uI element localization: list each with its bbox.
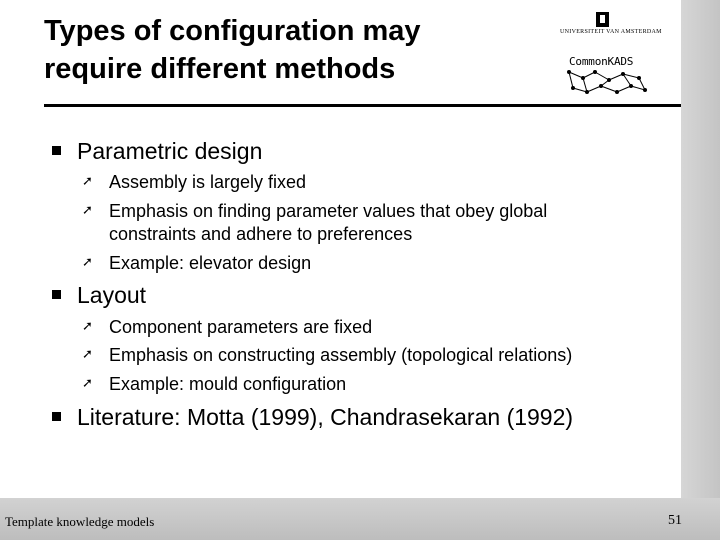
page-number: 51 [668,513,682,528]
title-line-1: Types of configuration may [44,15,421,47]
arrow-bullet-icon: ➚ [82,347,93,362]
sub-bullet: Emphasis on finding parameter values that obey global [109,201,548,221]
bullet-square-icon [52,146,61,155]
bullet-square-icon [52,290,61,299]
arrow-bullet-icon: ➚ [82,174,93,189]
university-name: UNIVERSITEIT VAN AMSTERDAM [560,29,662,35]
arrow-bullet-icon: ➚ [82,203,93,218]
title-underline [44,104,681,107]
bullet-literature: Literature: Motta (1999), Chandrasekaran (1992) [77,404,574,430]
sub-bullet: Emphasis on constructing assembly (topological relations) [109,345,573,365]
footer-title: Template knowledge models [5,514,155,529]
sub-bullet: Assembly is largely fixed [109,172,307,192]
arrow-bullet-icon: ➚ [82,376,93,391]
university-crest-icon [596,12,609,27]
commonkads-network-icon [565,68,649,98]
right-decor-bar [681,0,720,540]
slide-title [44,12,564,88]
title-line-2: require different methods [44,53,396,85]
bullet-layout: Layout [77,282,147,308]
commonkads-name: CommonKADS [569,55,634,68]
bullet-parametric-design: Parametric design [77,138,263,164]
sub-bullet: Component parameters are fixed [109,317,373,337]
bullet-square-icon [52,412,61,421]
arrow-bullet-icon: ➚ [82,319,93,334]
commonkads-logo [565,56,649,98]
sub-bullet: Example: elevator design [109,253,312,273]
arrow-bullet-icon: ➚ [82,255,93,270]
sub-bullet: Example: mould configuration [109,374,347,394]
university-logo [560,12,660,40]
sub-bullet-continuation: constraints and adhere to preferences [109,224,413,244]
